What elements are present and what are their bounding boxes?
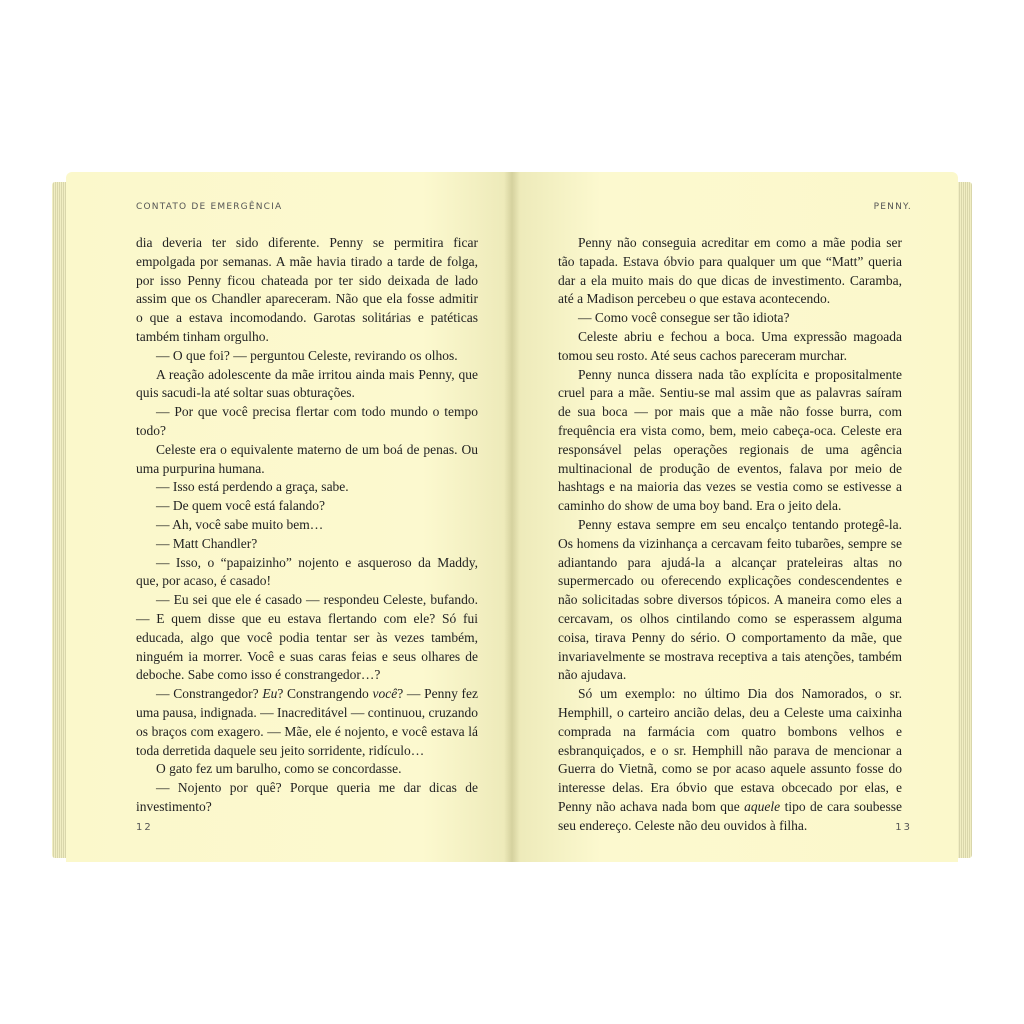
paragraph: A reação adolescente da mãe irritou ainda mais Penny, que quis sacudi-la até soltar suas obturações. — [136, 366, 478, 401]
right-page — [512, 172, 958, 862]
left-page-text — [136, 234, 478, 817]
paragraph: O gato fez um barulho, como se concordasse. — [156, 761, 402, 777]
paragraph: Celeste era o equivalente materno de um boá de penas. Ou uma purpurina humana. — [136, 441, 478, 476]
paragraph: — Eu sei que ele é casado — respondeu Celeste, bufando. — E quem disse que eu estava flertando com ele? Só fui educada, algo que você podia tentar ser às vezes também, ninguém ia morrer. Você e suas caras feias e seus olhares de deboche. Sabe como isso é constrangedor…? — [136, 592, 478, 683]
running-head-left: CONTATO DE EMERGÊNCIA — [136, 202, 283, 212]
page-number-left: 12 — [136, 822, 153, 833]
paragraph: — Isso está perdendo a graça, sabe. — [156, 479, 349, 495]
paragraph: Penny estava sempre em seu encalço tentando protegê-la. Os homens da vizinhança a cercavam feito tubarões, sempre se adiantando para ajudá-la a alcançar prateleiras altas no supermercado ou oferecendo explicações condescendentes e não solicitadas sobre diversos tópicos. A maneira como eles a cercavam, os olhos cintilando como se esperassem alguma coisa, tirava Penny do sério. O comportamento da mãe, que invariavelmente se mostrava receptiva a tais atenções, também não ajudava. — [558, 516, 902, 683]
paragraph: — Nojento por quê? Porque queria me dar dicas de investimento? — [136, 780, 478, 814]
running-head-right: PENNY. — [873, 202, 912, 212]
paragraph: Penny nunca dissera nada tão explícita e propositalmente cruel para a mãe. Sentiu-se mal assim que as palavras saíram de sua boca — por mais que a mãe não fosse burra, com frequência era vista como, bem, meio cabeça-oca. Celeste era responsável pelas operações regionais de uma agência multinacional de produção de eventos, falava por meio de hashtags e na maioria das vezes se vestia como se estivesse a caminho do show de uma boy band. Era o jeito dela. — [558, 366, 902, 514]
page-number-right: 13 — [895, 822, 912, 833]
paragraph: dia deveria ter sido diferente. Penny se permitira ficar empolgada por semanas. A mãe havia tirado a tarde de folga, por isso Penny ficou chateada por ter sido deixada de lado assim que os Chandler apareceram. Não que ela fosse admitir o que a estava incomodando. Garotas solitárias e patéticas também tinham orgulho. — [136, 235, 478, 344]
paragraph: Celeste abriu e fechou a boca. Uma expressão magoada tomou seu rosto. Até seus cachos pareceram murchar. — [558, 328, 902, 363]
paragraph: — O que foi? — perguntou Celeste, revirando os olhos. — [156, 347, 458, 363]
paragraph: — Matt Chandler? — [156, 535, 258, 551]
book-gutter — [504, 172, 520, 862]
paragraph: — Isso, o “papaizinho” nojento e asqueroso da Maddy, que, por acaso, é casado! — [136, 554, 478, 589]
paragraph: — Ah, você sabe muito bem… — [156, 516, 324, 532]
paragraph: — Por que você precisa flertar com todo mundo o tempo todo? — [136, 404, 478, 438]
left-page — [66, 172, 512, 862]
paragraph: — Constrangedor? Eu? Constrangendo você? — Penny fez uma pausa, indignada. — Inacreditável — continuou, cruzando os braços com exagero. — Mãe, ele é nojento, e você estava lá toda derretida daquele seu jeito sorridente, ridículo… — [136, 686, 478, 758]
paragraph: — De quem você está falando? — [156, 498, 326, 514]
right-page-text — [558, 234, 902, 836]
paragraph: Penny não conseguia acreditar em como a mãe podia ser tão tapada. Estava óbvio para qualquer um que “Matt” queria dar a ela muito mais do que dicas de investimento. Caramba, até a Madison percebeu o que estava acontecendo. — [558, 235, 902, 307]
paragraph: — Como você consegue ser tão idiota? — [578, 310, 790, 326]
paragraph: Só um exemplo: no último Dia dos Namorados, o sr. Hemphill, o carteiro ancião delas, deu a Celeste uma caixinha comprada na farmácia com quatro bombons velhos e esbranquiçados, e o sr. Hemphill não parava de mencionar a Guerra do Vietnã, como se por acaso aquele assunto fosse do interesse delas. Era óbvio que estava obcecado por elas, e Penny não achava nada bom que aquele tipo de cara soubesse seu endereço. Celeste não deu ouvidos à filha. — [558, 686, 903, 833]
